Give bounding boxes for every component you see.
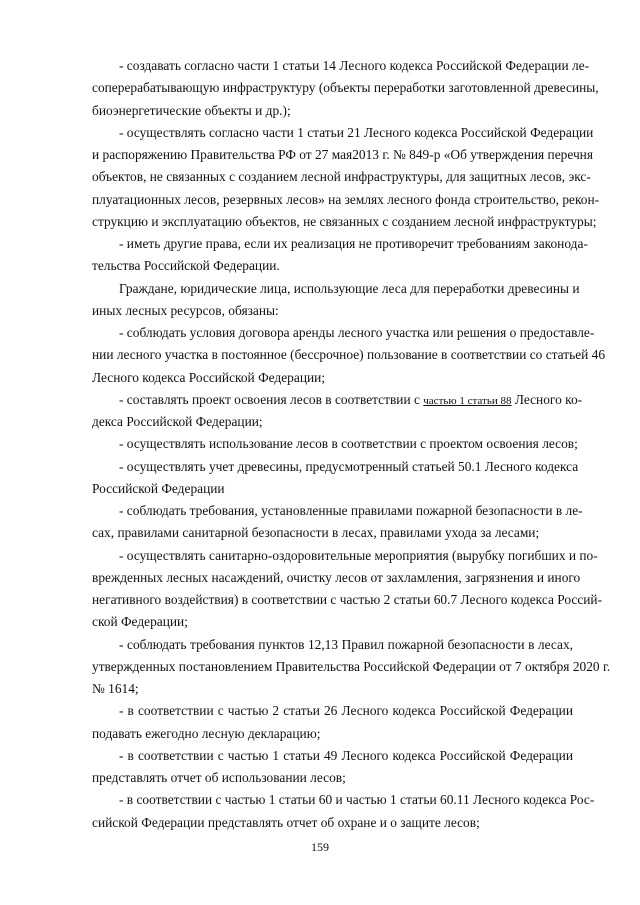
text-line: ской Федерации; [92, 614, 188, 630]
text-line: и распоряжению Правительства РФ от 27 мая2013 г. № 849-р «Об утверждения перечня [92, 147, 594, 162]
text-line: утвержденных постановлением Правительства Российской Федерации от 7 октября 2020 г. [92, 658, 611, 674]
text-line: - соблюдать требования, установленные правилами пожарной безопасности в ле- [119, 503, 583, 518]
text-line: соперерабатывающую инфраструктуру (объекты переработки заготовленной древесины, [92, 80, 599, 96]
text-line: нии лесного участка в постоянное (бессрочное) пользование в соответствии со статьей 46 [92, 347, 606, 363]
text-line: - осуществлять согласно части 1 статьи 21 Лесного кодекса Российской Федерации [119, 124, 594, 140]
text-line: декса Российской Федерации; [92, 414, 263, 429]
text-line: - осуществлять санитарно-оздоровительные мероприятия (вырубку погибших и по- [119, 547, 598, 563]
body-text [92, 55, 611, 834]
text-line: - соблюдать условия договора аренды лесного участка или решения о предоставле- [119, 325, 595, 340]
text-line: подавать ежегодно лесную декларацию; [92, 725, 321, 741]
text-line: негативного воздействия) в соответствии с частью 2 статьи 60.7 Лесного кодекса Россий- [92, 592, 603, 607]
text-line: тельства Российской Федерации. [92, 258, 280, 274]
text-line: - в соответствии с частью 1 статьи 60 и частью 1 статьи 60.11 Лесного кодекса Рос- [119, 792, 595, 808]
text-line-with-link [92, 389, 583, 411]
text-line: Граждане, юридические лица, использующие леса для переработки древесины и [119, 280, 580, 296]
text-fragment: - составлять проект освоения лесов в соответствии с [119, 391, 424, 407]
text-line: - в соответствии с частью 1 статьи 49 Лесного кодекса Российской Федерации [119, 747, 573, 763]
text-line: плуатационных лесов, резервных лесов» на землях лесного фонда строительство, рекон- [92, 191, 600, 207]
text-line: биоэнергетические объекты и др.); [92, 102, 291, 118]
text-line: - создавать согласно части 1 статьи 14 Лесного кодекса Российской Федерации ле- [119, 58, 590, 73]
text-line: - в соответствии с частью 2 статьи 26 Лесного кодекса Российской Федерации [119, 703, 573, 719]
text-line: струкцию и эксплуатацию объектов, не связанных с созданием лесной инфраструктуры; [92, 213, 597, 229]
text-line: врежденных лесных насаждений, очистку лесов от захламления, загрязнения и иного [92, 569, 581, 585]
text-line: Лесного кодекса Российской Федерации; [92, 369, 326, 385]
text-line: - иметь другие права, если их реализация не противоречит требованиям законода- [119, 236, 588, 251]
text-line: - соблюдать требования пунктов 12,13 Правил пожарной безопасности в лесах, [119, 636, 573, 652]
text-line: № 1614; [92, 681, 139, 696]
text-line: представлять отчет об использовании лесов; [92, 770, 346, 785]
text-line: - осуществлять учет древесины, предусмотренный статьей 50.1 Лесного кодекса [119, 458, 579, 474]
text-line: объектов, не связанных с созданием лесной инфраструктуры, для защитных лесов, экс- [92, 169, 591, 185]
page-number: 159 [311, 840, 329, 854]
text-line: - осуществлять использование лесов в соответствии с проектом освоения лесов; [119, 436, 578, 452]
text-line: Российской Федерации [92, 480, 225, 496]
text-line: сийской Федерации представлять отчет об охране и о защите лесов; [92, 814, 480, 830]
text-fragment: Лесного ко- [511, 391, 583, 407]
text-line: иных лесных ресурсов, обязаны: [92, 302, 279, 318]
text-line: сах, правилами санитарной безопасности в лесах, правилами ухода за лесами; [92, 525, 540, 541]
law-reference-link[interactable]: частью 1 статьи 88 [423, 394, 512, 407]
